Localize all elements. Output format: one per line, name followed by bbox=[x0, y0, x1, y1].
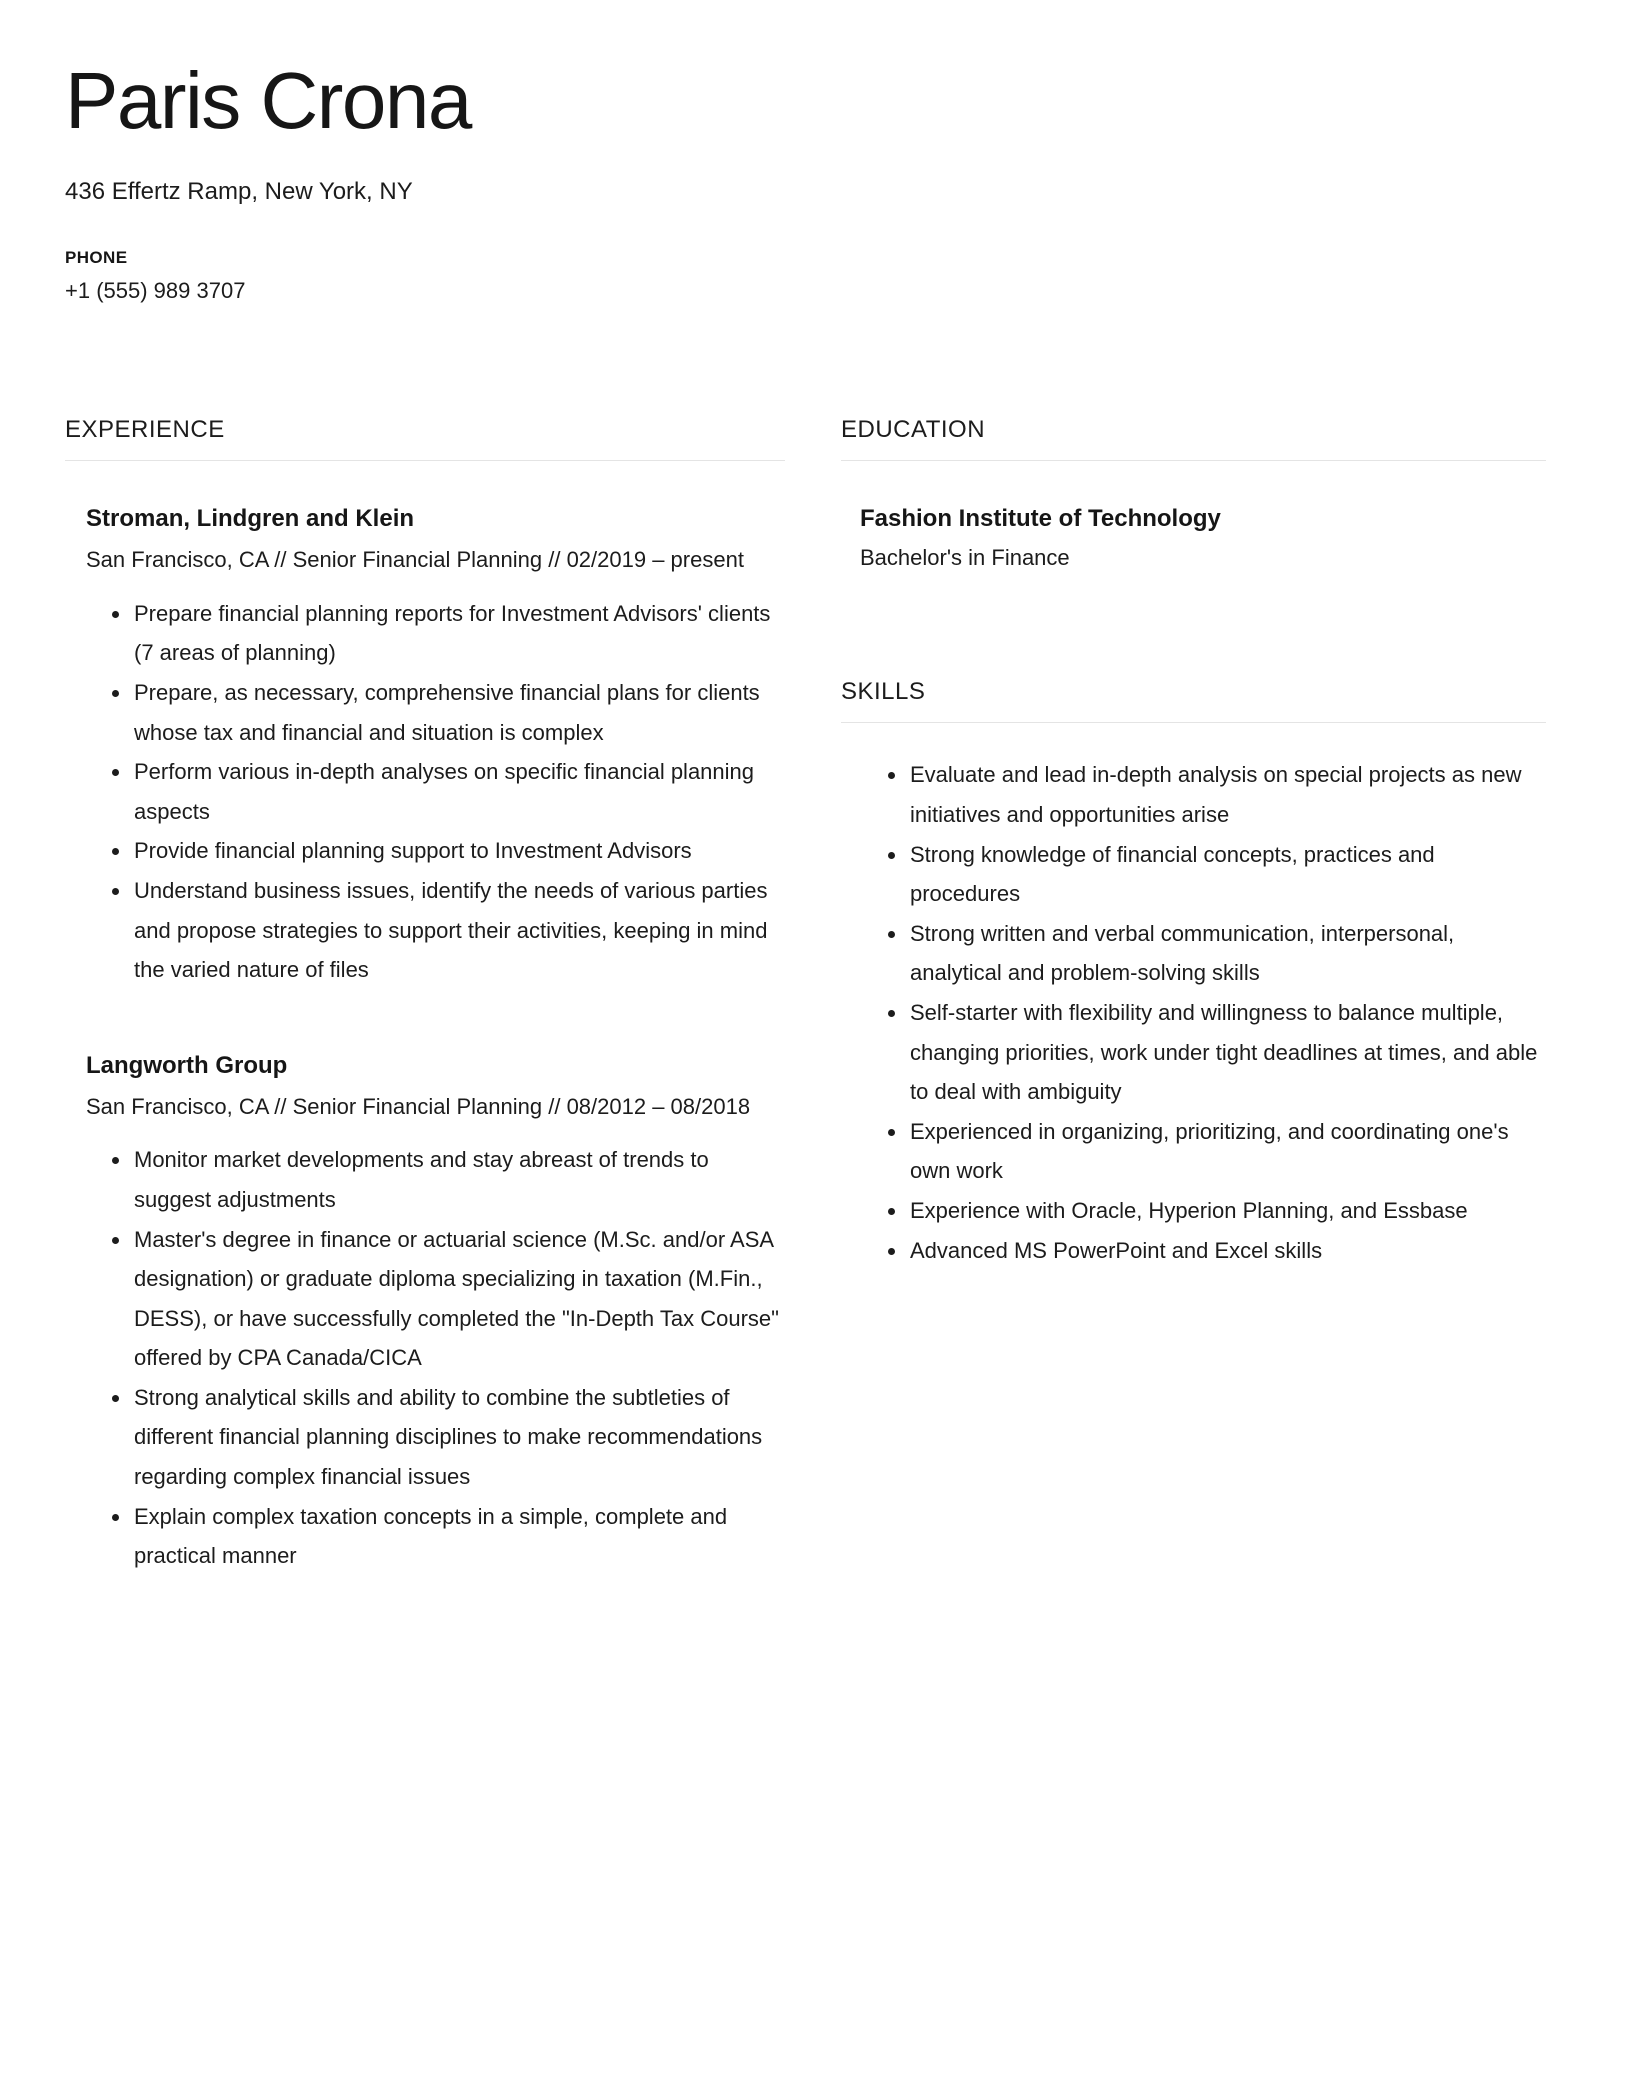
job-bullet: • Prepare, as necessary, comprehensive financial plans for clients whose tax and financial and situation is complex bbox=[132, 673, 785, 752]
resume-body bbox=[65, 416, 1546, 1575]
education-heading: EDUCATION bbox=[841, 416, 1546, 461]
skill-item: • Self-starter with flexibility and willingness to balance multiple, changing priorities, work under tight deadlines at times, and able to deal with ambiguity bbox=[908, 993, 1546, 1112]
skills-section bbox=[841, 678, 1546, 1270]
job-bullet: • Master's degree in finance or actuarial science (M.Sc. and/or ASA designation) or graduate diploma specializing in taxation (M.Fin., DESS), or have successfully completed the "In-Depth Tax Course" offered by CPA Canada/CICA bbox=[132, 1220, 785, 1378]
person-name: Paris Crona bbox=[65, 56, 471, 145]
job-bullet: • Perform various in-depth analyses on specific financial planning aspects bbox=[132, 752, 785, 831]
school-degree: Bachelor's in Finance bbox=[860, 545, 1070, 571]
skill-item: • Experienced in organizing, prioritizing, and coordinating one's own work bbox=[908, 1112, 1546, 1191]
skill-item: • Strong knowledge of financial concepts, practices and procedures bbox=[908, 835, 1546, 914]
education-section bbox=[841, 416, 1546, 574]
right-column bbox=[841, 416, 1546, 1270]
experience-heading: EXPERIENCE bbox=[65, 416, 785, 461]
job-meta: San Francisco, CA // Senior Financial Planning // 02/2019 – present bbox=[86, 547, 744, 573]
job-meta: San Francisco, CA // Senior Financial Planning // 08/2012 – 08/2018 bbox=[86, 1093, 751, 1119]
school-name: Fashion Institute of Technology bbox=[860, 505, 1221, 533]
job-bullet: • Monitor market developments and stay abreast of trends to suggest adjustments bbox=[132, 1140, 785, 1219]
skill-item: • Experience with Oracle, Hyperion Planning, and Essbase bbox=[908, 1191, 1546, 1231]
job-company: Stroman, Lindgren and Klein bbox=[86, 505, 415, 533]
skills-heading: SKILLS bbox=[841, 678, 1546, 723]
school-entry bbox=[841, 505, 1546, 574]
address: 436 Effertz Ramp, New York, NY bbox=[65, 178, 413, 206]
skill-item: • Strong written and verbal communication, interpersonal, analytical and problem-solving skills bbox=[908, 914, 1546, 993]
experience-section bbox=[65, 416, 785, 1575]
job-bullet-list bbox=[86, 1140, 785, 1576]
job-bullet: • Prepare financial planning reports for Investment Advisors' clients (7 areas of planning) bbox=[132, 594, 785, 673]
phone-label: PHONE bbox=[65, 248, 128, 268]
job-bullet: • Strong analytical skills and ability to combine the subtleties of different financial planning disciplines to make recommendations regarding complex financial issues bbox=[132, 1378, 785, 1497]
skill-item: • Evaluate and lead in-depth analysis on special projects as new initiatives and opportunities arise bbox=[908, 755, 1546, 834]
job-entry bbox=[65, 505, 785, 989]
job-company: Langworth Group bbox=[86, 1051, 288, 1079]
job-bullet: • Understand business issues, identify the needs of various parties and propose strategies to support their activities, keeping in mind the varied nature of files bbox=[132, 871, 785, 990]
skill-item: • Advanced MS PowerPoint and Excel skills bbox=[908, 1231, 1546, 1271]
phone-number: +1 (555) 989 3707 bbox=[65, 278, 246, 304]
resume-header bbox=[65, 58, 1546, 304]
job-bullet-list bbox=[86, 594, 785, 990]
job-bullet: • Provide financial planning support to Investment Advisors bbox=[132, 831, 785, 871]
job-entry bbox=[65, 1052, 785, 1576]
job-bullet: • Explain complex taxation concepts in a simple, complete and practical manner bbox=[132, 1497, 785, 1576]
skills-list bbox=[841, 755, 1546, 1270]
